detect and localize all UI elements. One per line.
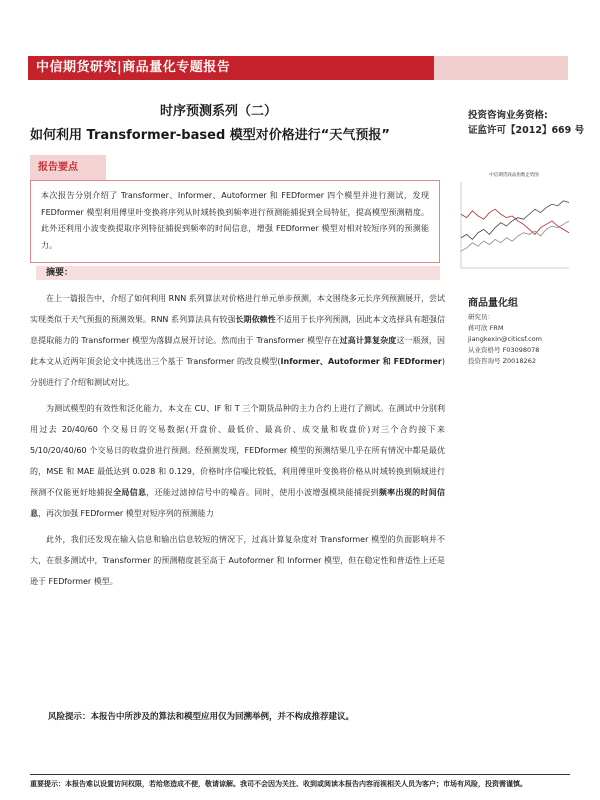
p1-e: 这一瓶颈，因此本文从近两年顶会论文中挑选出三个基于 Transformer 的改良模型( <box>30 336 446 366</box>
brand-bar-tail <box>434 56 568 80</box>
team-license-2: 投资咨询号 Z0018262 <box>468 357 536 365</box>
team-role: 研究员： <box>468 313 494 321</box>
qualification-block <box>468 108 584 138</box>
p1-d: 过高计算复杂度 <box>339 336 397 345</box>
p2-c: ，还能过滤掉信号中的噪音。同时，使用小波增强模块能捕捉到 <box>146 488 379 497</box>
team-email: jiangkexin@citicsf.com <box>468 335 542 343</box>
team-license-1: 从业资格号 F03098078 <box>468 346 540 354</box>
p2-e: ，再次加强 FEDformer 模型对短序列的预测能力 <box>38 509 214 518</box>
team-info <box>468 312 542 367</box>
body-text <box>30 288 445 597</box>
report-series-title: 时序预测系列（二） <box>160 104 278 119</box>
chart-line-3 <box>461 221 569 251</box>
abstract-label: 摘要： <box>36 266 440 280</box>
team-title: 商品量化组 <box>468 298 518 309</box>
p1-c: 不适用于长序列预测，因此本文选择具有超强信息提取能力的 Transformer 模型为落脚点展开讨论。然而由于 Transformer 模型存在 <box>30 315 446 345</box>
p2-a: 为测试模型的有效性和泛化能力，本文在 CU、IF 和 T 三个期货品种的主力合约上进行了测试。在测试中分别利用过去 20/40/60 个交易日的交易数据(开盘价、最低价、最高价、成交量和收盘价)对三个合约接下来 5/10/20/40/60 个交易日的收盘价进行预测。经预测发现，FEDformer 模型的预测结果几乎在所有情况中都是最优的，MSE 和 MAE 最低达到 0.028 和 0.129，价格时序信噪比较低，利用傅里叶变换将价格从时域转换到频域进行预测不仅能更好地捕捉 <box>30 404 445 497</box>
team-analyst: 蒋可欣 FRM <box>468 324 504 332</box>
p1-b: 长期依赖性 <box>235 315 276 324</box>
body-paragraph-2 <box>30 398 445 524</box>
commodity-index-chart <box>455 168 573 278</box>
p1-g: )分别进行了介绍和测试对比。 <box>30 357 445 387</box>
brand-bar <box>28 56 434 80</box>
brand-text: 中信期货研究|商品量化专题报告 <box>36 60 231 75</box>
summary-text: 本次报告分别介绍了 Transformer、Informer、Autoformer 和 FEDformer 四个模型并进行测试，发现 FEDformer 模型利用傅里叶变换将序列从时域转换到频率进行预测能捕捉到全局特征，提高模型预测精度。此外还利用小波变换提取序列特征捕捉到频率的时间信息，增强 FEDformer 模型对相对较短序列的预测能力。 <box>41 191 429 250</box>
p1-f: Informer、Autoformer 和 FEDformer <box>280 357 442 366</box>
chart-line-2 <box>461 201 569 240</box>
body-paragraph-1 <box>30 288 445 393</box>
risk-warning: 风险提示：本报告中所涉及的算法和模型应用仅为回溯举例，并不构成推荐建议。 <box>48 712 355 722</box>
summary-tag: 报告要点 <box>30 155 106 180</box>
chart-line-1 <box>461 209 569 234</box>
footer-divider <box>30 774 570 775</box>
summary-box <box>30 180 440 263</box>
footer-notice: 重要提示：本报告难以设置访问权限，若给您造成不便，敬请谅解。我司不会因为关注、收到或阅读本报告内容而视相关人员为客户；市场有风险，投资需谨慎。 <box>30 780 527 788</box>
chart-title: 中信期货商品指数走势图 <box>489 173 539 178</box>
qualification-line-2: 证监许可【2012】669 号 <box>468 125 585 136</box>
p2-b: 全局信息 <box>113 488 147 497</box>
p2-d: 频率出现的时间信息 <box>30 488 446 518</box>
report-title: 如何利用 Transformer-based 模型对价格进行“天气预报” <box>30 128 390 143</box>
p1-a: 在上一篇报告中，介绍了如何利用 RNN 系列算法对价格进行单元单步预测，本文围绕多元长序列预测展开，尝试实现类似于天气预报的预测效果。RNN 系列算法具有较强 <box>30 294 445 324</box>
qualification-line-1: 投资咨询业务资格: <box>468 110 548 121</box>
body-paragraph-3: 此外，我们还发现在输入信息和输出信息较短的情况下，过高计算复杂度对 Transformer 模型的负面影响并不大，在很多测试中，Transformer 的预测精度甚至高于 Autoformer 和 Informer 模型，但在稳定性和普适性上还是逊于 FEDformer 模型。 <box>30 535 445 586</box>
